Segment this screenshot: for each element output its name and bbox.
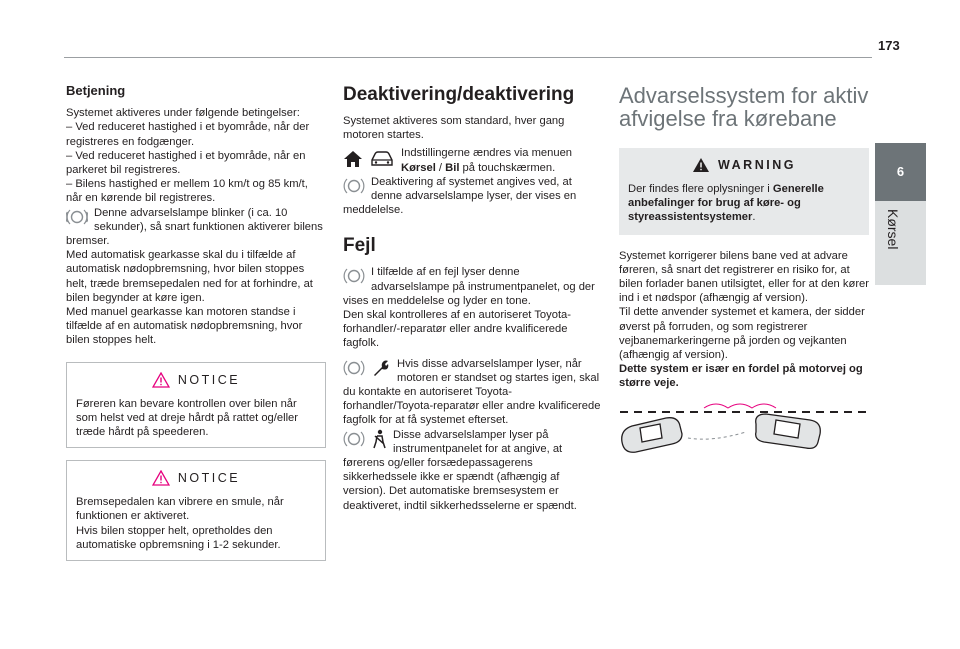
- paragraph: Med manuel gearkasse kan motoren standse i tilfælde af en automatisk nødopbremsning, hvor bilen stoppes helt.: [66, 306, 303, 347]
- paragraph: Systemet aktiveres som standard, hver gang motoren startes.: [343, 115, 565, 142]
- text-fragment: på touchskærmen.: [459, 161, 556, 174]
- warning-box: [619, 148, 869, 235]
- car-settings-icon: [369, 149, 395, 173]
- notice-text: Bremsepedalen kan vibrere en smule, når funktionen er aktiveret.: [76, 496, 284, 523]
- text-fragment: Der findes flere oplysninger i: [628, 183, 773, 195]
- notice-header: [76, 461, 316, 495]
- paragraph-with-icon: [343, 265, 601, 308]
- notice-box: [66, 362, 326, 449]
- car-icon: [756, 414, 821, 448]
- warning-text: [628, 182, 860, 225]
- paragraph: Til dette anvender systemet et kamera, der sidder øverst på forruden, og som registrerer vejbanemarkeringerne på jorden og vejkanten (afhængig af version).: [619, 306, 865, 362]
- paragraph: Systemet korrigerer bilens bane ved at advare føreren, så snart det registrerer en risiko for, at bilen forlader banen utilsigtet, eller for at den kører ind i et nødspor (afhængig af version).: [619, 249, 869, 305]
- column-middle: [343, 84, 601, 513]
- fault-text: I tilfælde af en fejl lyser denne advarselslampe på instrumentpanelet, og der vises en meddelelse og lyder en tone.: [343, 266, 595, 307]
- text-fragment: .: [752, 211, 756, 224]
- seatbelt-icon: [371, 429, 387, 453]
- warning-title: WARNING: [718, 157, 796, 172]
- fault-contact-text: Hvis disse advarselslamper lyser, når motoren er standset og startes igen, skal du kontakte en autoriseret Toyota-forhandler/Toyota-reparatør eller andre kvalificerede fagfolk for at få systemet efterset.: [343, 357, 601, 427]
- lane-departure-illustration: [616, 398, 874, 468]
- section-heading-betjening: Betjening: [66, 83, 126, 98]
- notice-box: [66, 460, 326, 561]
- column-right: [619, 84, 869, 391]
- notice-text: Føreren kan bevare kontrollen over bilen når som helst ved at dreje hårdt på rattet og/eller træde hårdt på speederen.: [76, 397, 299, 439]
- highlight-text: Dette system er især en fordel på motorvej og større veje.: [619, 363, 863, 390]
- list-item: – Bilens hastighed er mellem 10 km/t og 85 km/t, når en kørende bil registreres.: [66, 178, 308, 205]
- paragraph-bold: [619, 362, 869, 390]
- home-icon: [343, 150, 363, 172]
- warning-triangle-icon: [152, 372, 170, 388]
- settings-text: [401, 147, 572, 173]
- paragraph-with-icons: [343, 357, 601, 428]
- brake-warning-icon: [343, 429, 365, 453]
- deactivation-text: Deaktivering af systemet angives ved, at denne advarselslampe lyser, der vises en meddelelse.: [343, 175, 577, 217]
- warning-triangle-icon: [152, 470, 170, 486]
- brake-warning-text: Denne advarselslampe blinker (i ca. 10 sekunder), så snart funktionen aktiverer bilens bremser.: [66, 206, 323, 248]
- header-rule: [64, 57, 872, 58]
- chapter-tab-number[interactable]: 6: [875, 143, 926, 201]
- notice-header: [76, 363, 316, 397]
- cross-reference-link[interactable]: Generelle anbefalinger for brug af køre- og styreassistentsystemer: [628, 183, 824, 224]
- section-heading-fejl: Fejl: [343, 235, 376, 257]
- paragraph-with-icon: [66, 206, 326, 249]
- seatbelt-text: Disse advarselslamper lyser på instrumentpanelet for at angive, at førerens og/eller forsædepassagerens sikkerhedssele ikke er spændt (afhængig af version). Det automatiske bremsesystem er deaktiveret, indtil sikkerhedsselerne er spændt.: [343, 428, 577, 512]
- chapter-tab-title[interactable]: [875, 201, 926, 285]
- paragraph: Systemet aktiveres under følgende betingelser:: [66, 107, 300, 120]
- warning-header: [628, 148, 860, 182]
- page-number: 173: [878, 38, 900, 53]
- paragraph-with-icon: [343, 175, 601, 218]
- list-item: – Ved reduceret hastighed i et byområde, når en parkeret bil registreres.: [66, 149, 306, 177]
- warning-triangle-icon: [692, 157, 710, 173]
- notice-title: NOTICE: [177, 471, 241, 486]
- paragraph-with-icons: [343, 146, 601, 174]
- text-fragment: Indstillingerne ændres via menuen: [401, 147, 573, 160]
- lane-warning-icon: [343, 176, 365, 200]
- text-fragment: /: [435, 161, 446, 174]
- notice-text: Hvis bilen stopper helt, opretholdes den automatiske opbremsning i 1-2 sekunder.: [76, 524, 281, 551]
- paragraph: Med automatisk gearkasse skal du i tilfælde af automatisk nødopbremsning, hvor bilen stoppes helt, træde bremsepedalen ned for at forhindre, at bilen begynder at køre igen.: [66, 249, 313, 304]
- notice-title: NOTICE: [177, 372, 241, 387]
- paragraph: Den skal kontrolleres af en autoriseret Toyota-forhandler/-reparatør eller andre kvalificerede fagfolk.: [343, 309, 572, 350]
- car-icon: [622, 418, 682, 453]
- section-heading-deaktivering: Deaktivering/deaktivering: [343, 84, 575, 105]
- brake-warning-icon: [66, 207, 88, 231]
- list-item: – Ved reduceret hastighed i et byområde, når der registreres en fodgænger.: [66, 121, 310, 148]
- paragraph-with-icons: [343, 428, 601, 513]
- wrench-icon: [371, 358, 391, 382]
- chapter-title: Kørsel: [885, 209, 901, 250]
- brake-warning-icon: [343, 358, 365, 382]
- menu-name-korsel: Kørsel: [401, 161, 436, 174]
- brake-warning-icon: [343, 266, 365, 290]
- column-left: [66, 84, 326, 561]
- menu-name-bil: Bil: [445, 161, 460, 174]
- section-heading-lane-departure: Advarselssystem for aktiv afvigelse fra kørebane: [619, 83, 869, 131]
